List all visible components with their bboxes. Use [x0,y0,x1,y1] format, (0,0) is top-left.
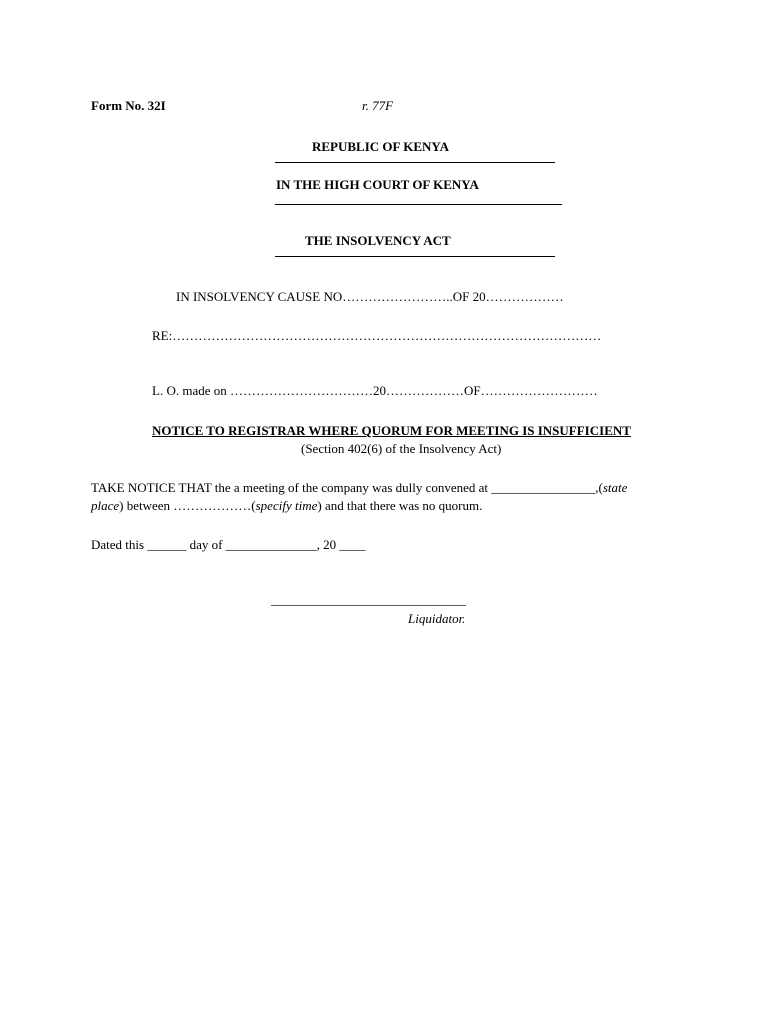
notice-section: (Section 402(6) of the Insolvency Act) [301,441,502,456]
specify-time-italic: specify time [255,498,318,513]
take-notice-line-1 [91,480,627,496]
insolvency-cause-line: IN INSOLVENCY CAUSE NO……………………..OF 20……………… [176,289,564,304]
rule-reference: r. 77F [362,98,394,113]
liquidator-label: Liquidator. [408,611,466,626]
dated-line: Dated this ______ day of ______________, 20 ____ [91,537,366,552]
rule-under-court [275,204,562,205]
re-line: RE:……………………………………………………………………………………… [152,328,602,343]
no-quorum-text: ) and that there was no quorum. [317,498,483,513]
rule-under-act [275,256,555,257]
notice-title: NOTICE TO REGISTRAR WHERE QUORUM FOR MEETING IS INSUFFICIENT [152,423,631,438]
lo-made-line: L. O. made on ……………………………20………………OF……………………… [152,383,598,398]
state-italic: state [602,480,628,495]
form-number: Form No. 32I [91,98,166,113]
place-italic: place [91,498,120,513]
court-heading: IN THE HIGH COURT OF KENYA [276,177,479,192]
rule-under-republic [275,162,555,163]
republic-heading: REPUBLIC OF KENYA [312,139,450,154]
take-notice-line-2 [91,498,482,514]
act-heading: THE INSOLVENCY ACT [305,233,451,248]
between-text: ) between ………………( [119,498,256,513]
take-notice-text: TAKE NOTICE THAT the a meeting of the company was dully convened at ________________,( [91,480,603,495]
signature-line: ______________________________ [271,592,466,607]
